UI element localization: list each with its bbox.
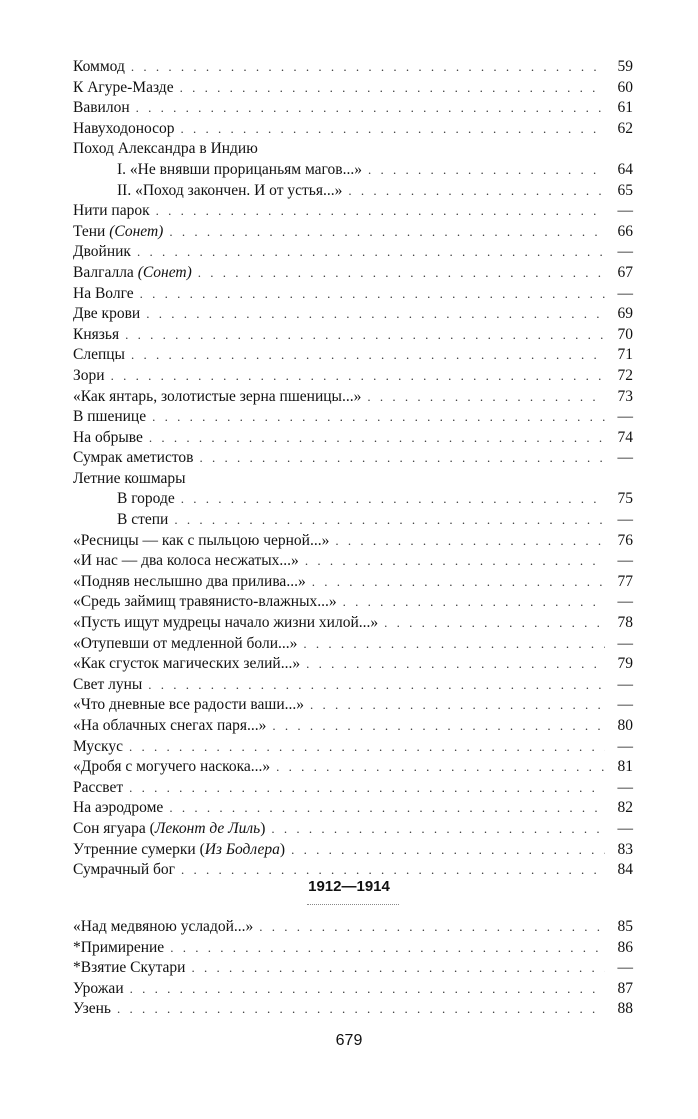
toc-entry-title: Сон ягуара (Леконт де Лиль) <box>73 819 266 837</box>
toc-entry <box>73 407 633 428</box>
dot-leader <box>130 979 605 1000</box>
toc-entry <box>73 428 633 449</box>
toc-entry-page: 71 <box>617 346 633 364</box>
toc-entry-page: 67 <box>617 263 633 281</box>
toc-entry-page: — <box>617 449 633 467</box>
toc-entry-title: Сумрачный бог <box>73 861 175 879</box>
table-of-contents-section-2 <box>73 917 633 1020</box>
toc-entry <box>73 160 633 181</box>
dot-leader <box>146 304 605 325</box>
dot-leader <box>131 57 605 78</box>
dot-leader <box>191 958 605 979</box>
toc-entry-page: 75 <box>617 490 633 508</box>
toc-entry <box>73 510 633 531</box>
toc-entry <box>73 139 633 160</box>
toc-entry-title: «Дробя с могучего наскока...» <box>73 758 271 776</box>
dot-leader <box>200 448 606 469</box>
toc-entry <box>73 613 633 634</box>
toc-entry-title: На аэродроме <box>73 799 164 817</box>
toc-entry-page: 74 <box>617 428 633 446</box>
toc-entry <box>73 263 633 284</box>
toc-entry <box>73 798 633 819</box>
toc-entry-page: 62 <box>617 119 633 137</box>
toc-entry-page: 78 <box>617 614 633 632</box>
toc-entry-title: «Подняв неслышно два прилива...» <box>73 572 306 590</box>
toc-entry-page: 69 <box>617 305 633 323</box>
toc-entry-page: — <box>617 819 633 837</box>
dot-leader <box>305 551 605 572</box>
toc-entry-page: 65 <box>617 181 633 199</box>
toc-entry-subtitle: Из Бодлера <box>204 840 280 858</box>
toc-entry <box>73 448 633 469</box>
toc-entry-page: 73 <box>617 387 633 405</box>
toc-entry <box>73 98 633 119</box>
toc-entry <box>73 757 633 778</box>
dot-leader <box>140 284 605 305</box>
toc-entry-title: «Средь займищ травянисто-влажных...» <box>73 593 337 611</box>
toc-entry-title: «На облачных снегах паря...» <box>73 717 267 734</box>
toc-entry-title: Рассвет <box>73 778 124 796</box>
toc-entry <box>73 695 633 716</box>
toc-entry-title: Сумрак аметистов <box>73 449 194 467</box>
toc-entry-title: Нити парок <box>73 202 150 220</box>
dot-leader <box>335 531 605 552</box>
toc-entry-page: 66 <box>617 222 633 240</box>
section-divider <box>307 904 399 905</box>
dot-leader <box>181 119 605 140</box>
toc-entry-title: Слепцы <box>73 346 125 364</box>
toc-entry-page: 83 <box>617 840 633 858</box>
toc-entry-title: Свет луны <box>73 675 143 693</box>
toc-entry-page: 76 <box>617 531 633 549</box>
toc-entry-page: — <box>617 511 633 529</box>
toc-entry <box>73 345 633 366</box>
dot-leader <box>303 634 605 655</box>
toc-entry-title: Утренние сумерки (Из Бодлера) <box>73 840 286 858</box>
dot-leader <box>348 181 605 202</box>
toc-entry <box>73 551 633 572</box>
toc-entry-title: *Примирение <box>73 938 165 956</box>
toc-entry <box>73 778 633 799</box>
toc-entry <box>73 917 633 938</box>
toc-entry-title: Навуходоносор <box>73 119 175 137</box>
dot-leader <box>180 78 605 99</box>
toc-entry-page: — <box>617 202 633 220</box>
toc-entry-title: Двойник <box>73 243 131 261</box>
dot-leader <box>384 613 605 634</box>
toc-entry <box>73 469 633 490</box>
toc-entry-title: В степи <box>117 511 169 529</box>
toc-entry-page: — <box>617 959 633 977</box>
toc-entry <box>73 489 633 510</box>
dot-leader <box>259 917 605 938</box>
toc-entry-page: — <box>617 675 633 693</box>
toc-entry <box>73 201 633 222</box>
dot-leader <box>125 325 605 346</box>
toc-entry-title: Узень <box>73 1000 111 1018</box>
dot-leader <box>170 938 605 959</box>
toc-entry <box>73 531 633 552</box>
toc-entry-page: — <box>617 778 633 796</box>
toc-entry-page: 85 <box>617 918 633 935</box>
toc-entry-page: 61 <box>617 99 633 117</box>
toc-entry <box>73 999 633 1020</box>
toc-entry <box>73 819 633 840</box>
dot-leader <box>272 716 605 737</box>
toc-entry <box>73 716 633 737</box>
toc-entry-title: Поход Александра в Индию <box>73 140 258 158</box>
dot-leader <box>129 778 605 799</box>
dot-leader <box>306 654 605 675</box>
toc-entry-title: «Ресницы — как с пыльцою черной...» <box>73 531 330 549</box>
dot-leader <box>312 572 605 593</box>
toc-entry <box>73 938 633 959</box>
toc-entry-page: 84 <box>617 861 633 879</box>
toc-entry <box>73 242 633 263</box>
section-heading: 1912—1914 <box>308 878 390 895</box>
toc-entry-title: На обрыве <box>73 428 143 446</box>
toc-entry-subtitle: Леконт де Лиль <box>154 819 261 837</box>
toc-entry <box>73 634 633 655</box>
toc-entry-page: 87 <box>617 979 633 997</box>
toc-entry-page: — <box>617 284 633 302</box>
dot-leader <box>276 757 605 778</box>
toc-entry-subtitle: (Сонет) <box>137 263 192 281</box>
toc-entry-page: — <box>617 552 633 570</box>
toc-entry-title: «Как янтарь, золотистые зерна пшеницы...» <box>73 387 362 405</box>
dot-leader <box>368 160 605 181</box>
toc-entry-title: «Пусть ищут мудрецы начало жизни хилой...» <box>73 614 379 632</box>
toc-entry <box>73 325 633 346</box>
dot-leader <box>131 345 605 366</box>
toc-entry-page: — <box>617 243 633 261</box>
toc-entry-page: 79 <box>617 655 633 673</box>
dot-leader <box>136 98 605 119</box>
toc-entry <box>73 979 633 1000</box>
toc-entry-page: 77 <box>617 572 633 590</box>
toc-entry-subtitle: (Сонет) <box>109 222 164 240</box>
toc-entry-page: — <box>617 634 633 652</box>
toc-entry-title: В городе <box>117 490 175 508</box>
toc-entry <box>73 57 633 78</box>
toc-entry-title: Зори <box>73 366 105 384</box>
toc-entry-page: 59 <box>617 58 633 75</box>
dot-leader <box>271 819 605 840</box>
toc-entry-title: I. «Не внявши прорицаньям магов...» <box>117 160 362 178</box>
toc-entry <box>73 222 633 243</box>
dot-leader <box>367 387 605 408</box>
dot-leader <box>156 201 605 222</box>
toc-entry <box>73 366 633 387</box>
toc-entry-title: Тени (Сонет) <box>73 222 164 240</box>
toc-entry <box>73 737 633 758</box>
dot-leader <box>181 489 605 510</box>
dot-leader <box>137 242 605 263</box>
dot-leader <box>310 695 605 716</box>
toc-entry-title: «Как сгусток магических зелий...» <box>73 655 301 673</box>
dot-leader <box>169 222 605 243</box>
toc-entry <box>73 78 633 99</box>
toc-entry <box>73 387 633 408</box>
toc-entry-title: *Взятие Скутари <box>73 959 186 977</box>
toc-entry-page: 81 <box>617 758 633 776</box>
dot-leader <box>148 675 605 696</box>
toc-entry-page: 72 <box>617 366 633 384</box>
toc-entry-page: — <box>617 696 633 714</box>
toc-entry <box>73 284 633 305</box>
toc-entry <box>73 119 633 140</box>
toc-entry <box>73 958 633 979</box>
toc-entry-title: Мускус <box>73 737 123 755</box>
toc-entry <box>73 181 633 202</box>
toc-entry-title: II. «Поход закончен. И от устья...» <box>117 181 343 199</box>
dot-leader <box>174 510 605 531</box>
toc-entry <box>73 572 633 593</box>
dot-leader <box>291 840 605 861</box>
toc-entry-page: 82 <box>617 799 633 817</box>
toc-entry-page: 86 <box>617 938 633 956</box>
toc-entry-page: 88 <box>617 1000 633 1018</box>
toc-entry <box>73 592 633 613</box>
toc-entry-title: Князья <box>73 325 120 343</box>
toc-entry-title: В пшенице <box>73 408 147 426</box>
dot-leader <box>129 737 605 758</box>
dot-leader <box>198 263 605 284</box>
toc-entry-page: 64 <box>617 160 633 178</box>
toc-entry-title: К Агуре-Мазде <box>73 78 174 96</box>
toc-entry <box>73 654 633 675</box>
toc-entry-page: — <box>617 408 633 426</box>
toc-entry-page: 80 <box>617 717 633 734</box>
toc-entry <box>73 675 633 696</box>
toc-entry-page: 70 <box>617 325 633 343</box>
toc-entry-title: «Отупевши от медленной боли...» <box>73 634 298 652</box>
dot-leader <box>343 592 605 613</box>
page-number: 679 <box>335 1032 363 1049</box>
toc-entry-title: Вавилон <box>73 99 130 117</box>
toc-entry-title: Две крови <box>73 305 141 323</box>
toc-entry-title: «Над медвяною усладой...» <box>73 918 254 935</box>
dot-leader <box>149 428 605 449</box>
toc-entry-title: Коммод <box>73 58 125 75</box>
toc-entry-title: Валгалла (Сонет) <box>73 263 192 281</box>
toc-entry-title: «И нас — два колоса несжатых...» <box>73 552 299 570</box>
toc-entry-page: 60 <box>617 78 633 96</box>
toc-entry-page: — <box>617 593 633 611</box>
toc-entry <box>73 840 633 861</box>
dot-leader <box>117 999 605 1020</box>
toc-entry <box>73 304 633 325</box>
dot-leader <box>152 407 605 428</box>
toc-entry-title: «Что дневные все радости ваши...» <box>73 696 304 714</box>
dot-leader <box>111 366 605 387</box>
dot-leader <box>169 798 605 819</box>
toc-entry-title: Урожаи <box>73 979 124 997</box>
table-of-contents <box>73 57 633 881</box>
toc-entry-title: Летние кошмары <box>73 469 186 487</box>
toc-entry-title: На Волге <box>73 284 134 302</box>
toc-entry-page: — <box>617 737 633 755</box>
